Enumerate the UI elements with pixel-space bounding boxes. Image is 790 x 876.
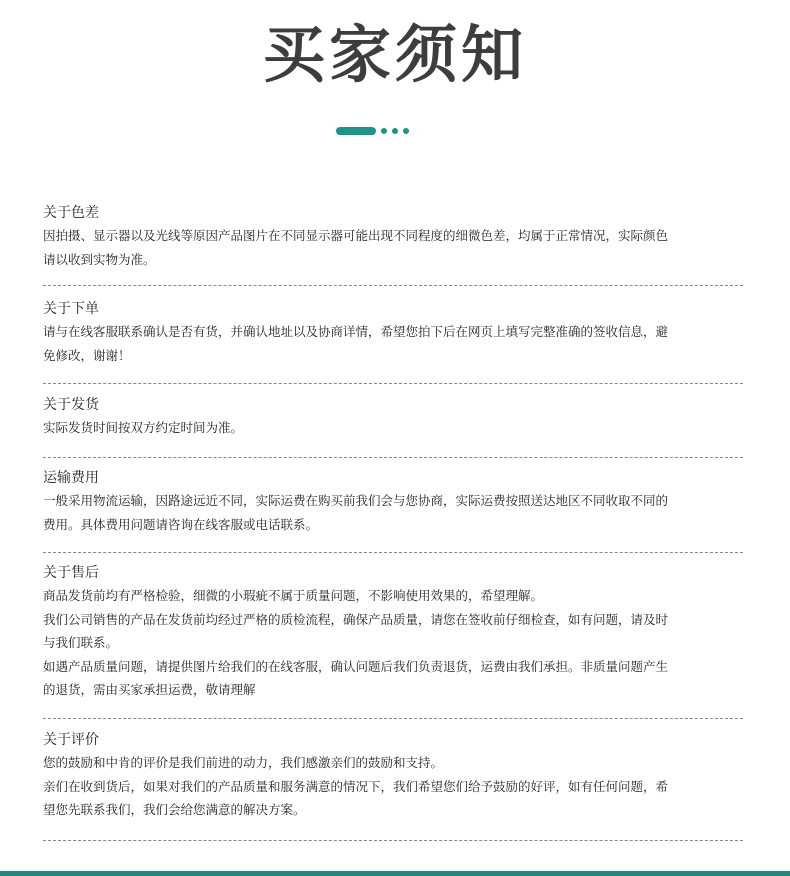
section-text-line: 请以收到实物为准。 [43,251,156,267]
section-text-line: 与我们联系。 [43,635,119,651]
section-text-line: 因拍摄、显示器以及光线等原因产品图片在不同显示器可能出现不同程度的细微色差，均属于正常情况，实际颜色 [43,228,669,243]
section-color-difference [43,202,745,271]
bottom-bar [0,871,790,876]
section-heading: 关于发货 [43,397,99,413]
dashed-divider [43,718,743,719]
section-text-line: 请与在线客服联系确认是否有货，并确认地址以及协商详情，希望您拍下后在网页上填写完整准确的签收信息，避 [43,324,669,339]
section-text-line: 实际发货时间按双方约定时间为准。 [43,420,244,435]
section-text-line: 一般采用物流运输，因路途远近不同，实际运费在购买前我们会与您协商，实际运费按照送达地区不同收取不同的 [43,493,669,508]
section-text-line: 商品发货前均有严格检验，细微的小瑕疵不属于质量问题，不影响使用效果的，希望理解。 [43,588,544,603]
section-text-line: 免修改，谢谢！ [43,347,131,363]
section-text-line: 亲们在收到货后，如果对我们的产品质量和服务满意的情况下，我们希望您们给予鼓励的好评，如有任何问题，希 [43,778,669,794]
dashed-divider [43,552,743,553]
section-heading: 关于售后 [43,565,99,581]
section-shipping-cost [43,467,745,536]
page-title: 买家须知 [262,18,527,91]
section-ordering [43,298,745,367]
dashed-divider [43,457,743,458]
section-heading: 关于评价 [43,732,99,748]
section-text-line: 您的鼓励和中肯的评价是我们前进的动力，我们感激亲们的鼓励和支持。 [43,755,444,770]
section-text-line: 的退货，需由买家承担运费，敬请理解 [43,682,256,698]
section-heading: 关于下单 [43,301,99,317]
section-text-line: 望您先联系我们，我们会给您满意的解决方案。 [43,802,306,818]
section-reviews [43,729,745,822]
section-shipping [43,394,745,440]
section-text-line: 我们公司销售的产品在发货前均经过严格的质检流程，确保产品质量，请您在签收前仔细检查，如有问题，请及时 [43,611,669,627]
dashed-divider [43,840,743,841]
section-text-line: 费用。具体费用问题请咨询在线客服或电话联系。 [43,516,319,532]
section-after-sales [43,562,745,702]
section-heading: 关于色差 [43,205,99,221]
section-text-line: 如遇产品质量问题，请提供图片给我们的在线客服，确认问题后我们负责退货，运费由我们承担。非质量问题产生 [43,658,669,674]
section-heading: 运输费用 [43,470,99,486]
dashed-divider [43,285,743,286]
dashed-divider [43,383,743,384]
